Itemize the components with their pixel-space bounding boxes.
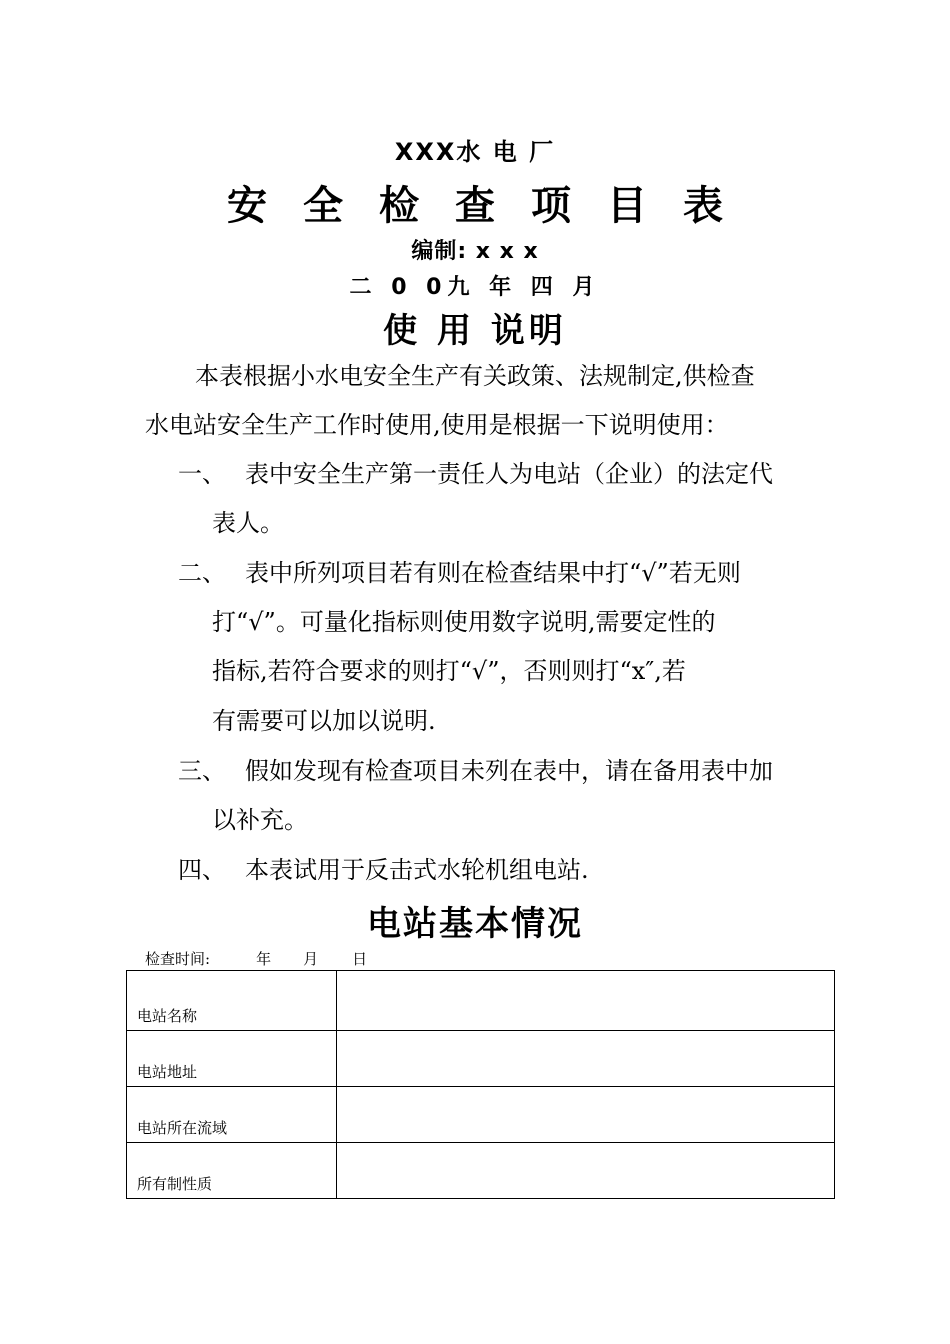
table-row bbox=[127, 1031, 835, 1087]
item-line: 表中所列项目若有则在检查结果中打“√”若无则 bbox=[245, 559, 741, 587]
station-name-value[interactable] bbox=[337, 971, 835, 1031]
item-line: 假如发现有检查项目未列在表中，请在备用表中加 bbox=[245, 757, 773, 785]
plant-name: XXX水 电 厂 bbox=[394, 138, 556, 166]
table-row bbox=[127, 1087, 835, 1143]
title-char: 目 bbox=[607, 183, 647, 229]
ownership-value[interactable] bbox=[337, 1143, 835, 1199]
month-label: 月 bbox=[303, 950, 319, 968]
title-char: 表 bbox=[683, 183, 723, 229]
intro-line-2: 水电站安全生产工作时使用,使用是根据一下说明使用： bbox=[145, 411, 729, 439]
day-label: 日 bbox=[352, 950, 368, 968]
table-row bbox=[127, 971, 835, 1031]
item-number: 三、 bbox=[178, 757, 226, 785]
station-basin-label: 电站所在流域 bbox=[127, 1087, 337, 1143]
item-number: 四、 bbox=[178, 856, 226, 884]
title-char: 检 bbox=[379, 183, 419, 229]
station-info-table bbox=[126, 970, 835, 1199]
item-line: 打“√”。可量化指标则使用数字说明,需要定性的 bbox=[212, 608, 716, 636]
station-name-label: 电站名称 bbox=[127, 971, 337, 1031]
intro-line-1: 本表根据小水电安全生产有关政策、法规制定,供检查 bbox=[195, 362, 755, 390]
basic-info-heading: 电站基本情况 bbox=[367, 904, 583, 944]
date-line: 二 0 0九 年 四 月 bbox=[349, 275, 601, 300]
item-number: 二、 bbox=[178, 559, 226, 587]
document-title bbox=[0, 174, 950, 231]
editor-line: 编制: x x x bbox=[411, 239, 539, 264]
item-number: 一、 bbox=[178, 460, 226, 488]
item-line: 本表试用于反击式水轮机组电站. bbox=[245, 856, 589, 884]
item-line: 以补充。 bbox=[212, 806, 308, 834]
title-char: 全 bbox=[303, 183, 343, 229]
title-char: 查 bbox=[455, 183, 495, 229]
instructions-heading: 使 用 说明 bbox=[383, 311, 567, 351]
table-row bbox=[127, 1143, 835, 1199]
ownership-label: 所有制性质 bbox=[127, 1143, 337, 1199]
check-time-label: 检查时间: bbox=[145, 950, 211, 968]
title-char: 安 bbox=[227, 183, 267, 229]
check-time-line bbox=[145, 948, 367, 969]
year-label: 年 bbox=[256, 950, 272, 968]
title-char: 项 bbox=[531, 183, 571, 229]
item-line: 指标,若符合要求的则打“√”，否则则打“x″,若 bbox=[212, 657, 686, 685]
item-line: 有需要可以加以说明. bbox=[212, 707, 436, 735]
item-line: 表人。 bbox=[212, 509, 284, 537]
item-line: 表中安全生产第一责任人为电站（企业）的法定代 bbox=[245, 460, 773, 488]
station-address-label: 电站地址 bbox=[127, 1031, 337, 1087]
station-address-value[interactable] bbox=[337, 1031, 835, 1087]
station-basin-value[interactable] bbox=[337, 1087, 835, 1143]
